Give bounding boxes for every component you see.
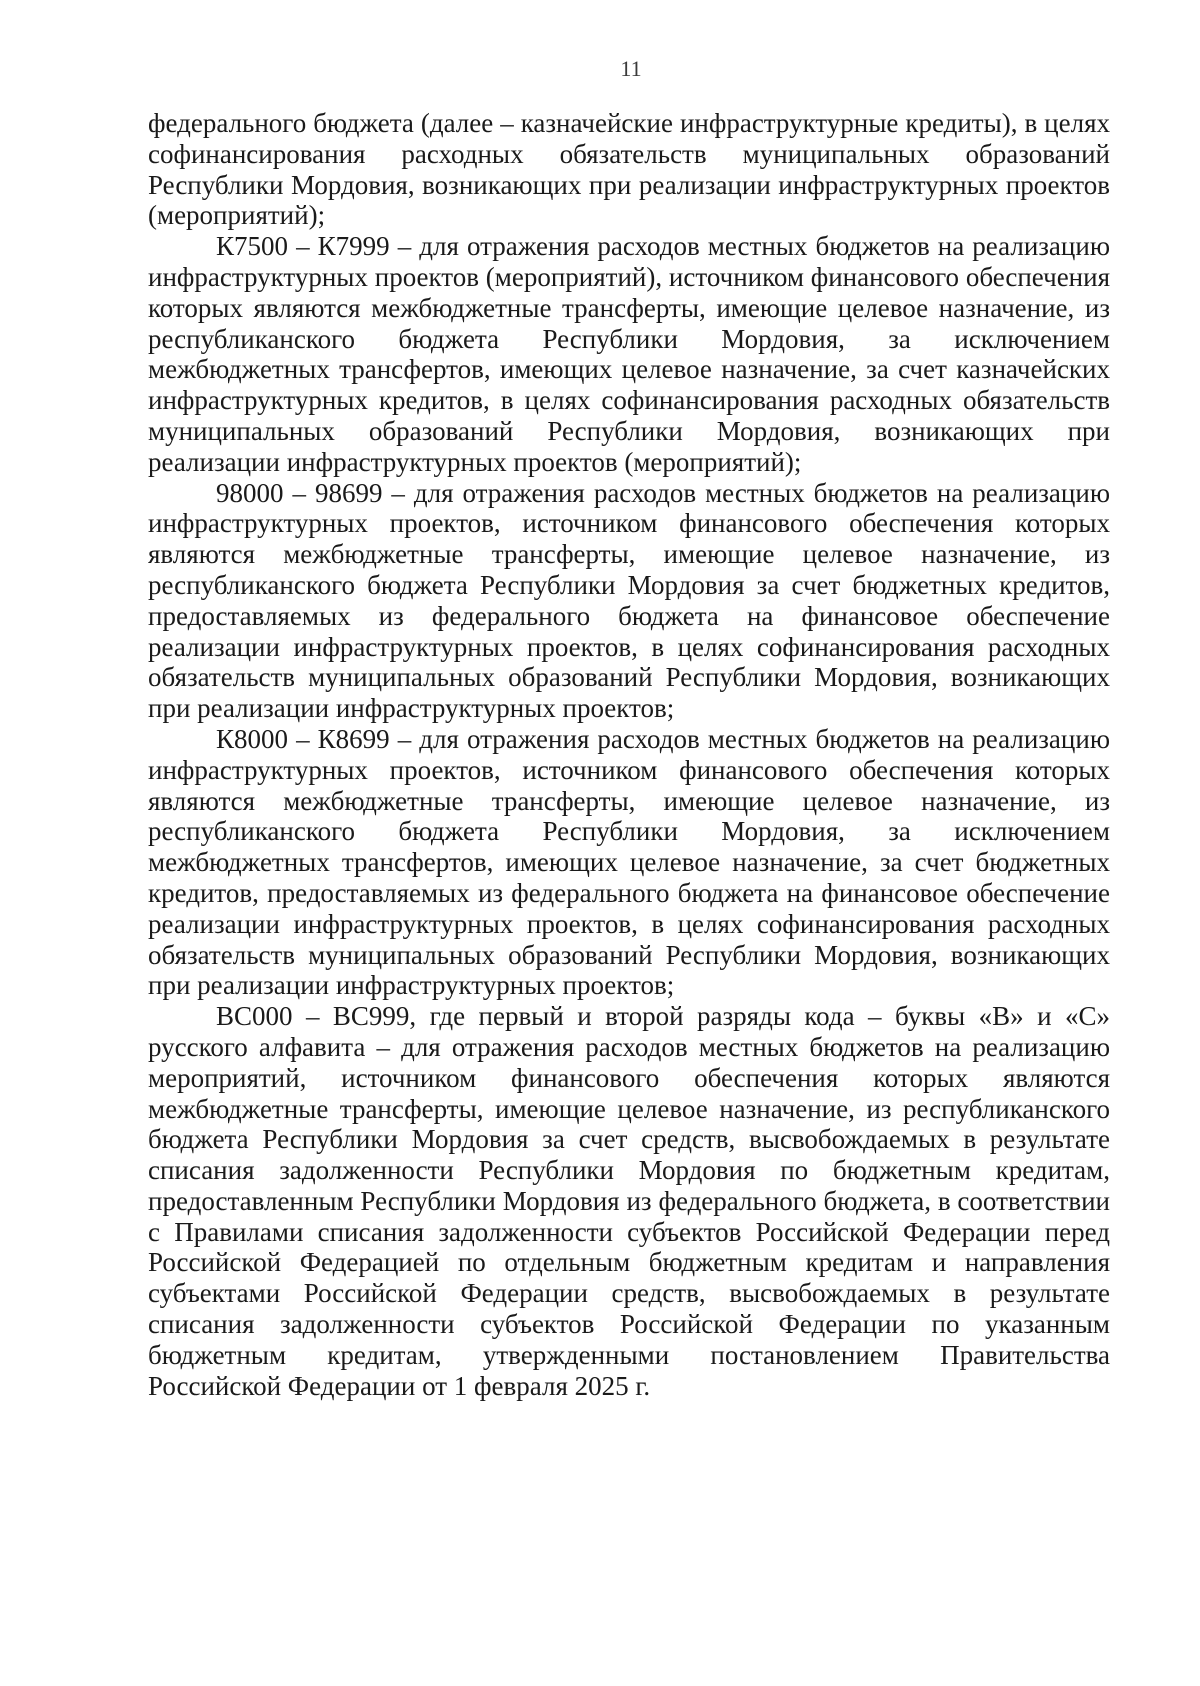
paragraph-bc000: ВС000 – ВС999, где первый и второй разряды кода – буквы «В» и «С» русского алфавита – для отражения расходов местных бюджетов на реализацию мероприятий, источником финансового обеспечения которых являются межбюджетные трансферты, имеющие целевое назначение, из республиканского бюджета Республики Мордовия за счет средств, высвобождаемых в результате списания задолженности Республики Мордовия по бюджетным кредитам, предоставленным Республики Мордовия из федерального бюджета, в соответствии с Правилами списания задолженности субъектов Российской Федерации перед Российской Федерацией по отдельным бюджетным кредитам и направления субъектами Российской Федерации средств, высвобождаемых в результате списания задолженности субъектов Российской Федерации по указанным бюджетным кредитам, утвержденными постановлением Правительства Российской Федерации от 1 февраля 2025 г.: [148, 1001, 1110, 1401]
paragraph-k7500: К7500 – К7999 – для отражения расходов местных бюджетов на реализацию инфраструктурных проектов (мероприятий), источником финансового обеспечения которых являются межбюджетные трансферты, имеющие целевое назначение, из республиканского бюджета Республики Мордовия, за исключением межбюджетных трансфертов, имеющих целевое назначение, за счет казначейских инфраструктурных кредитов, в целях софинансирования расходных обязательств муниципальных образований Республики Мордовия, возникающих при реализации инфраструктурных проектов (мероприятий);: [148, 231, 1110, 477]
paragraph-98000: 98000 – 98699 – для отражения расходов местных бюджетов на реализацию инфраструктурных проектов, источником финансового обеспечения которых являются межбюджетные трансферты, имеющие целевое назначение, из республиканского бюджета Республики Мордовия за счет бюджетных кредитов, предоставляемых из федерального бюджета на финансовое обеспечение реализации инфраструктурных проектов, в целях софинансирования расходных обязательств муниципальных образований Республики Мордовия, возникающих при реализации инфраструктурных проектов;: [148, 477, 1110, 724]
document-body: [148, 108, 1110, 1401]
page-number: 11: [620, 56, 642, 81]
paragraph-1: федерального бюджета (далее – казначейские инфраструктурные кредиты), в целях софинансирования расходных обязательств муниципальных образований Республики Мордовия, возникающих при реализации инфраструктурных проектов (мероприятий);: [148, 108, 1110, 231]
paragraph-k8000: К8000 – К8699 – для отражения расходов местных бюджетов на реализацию инфраструктурных проектов, источником финансового обеспечения которых являются межбюджетные трансферты, имеющие целевое назначение, из республиканского бюджета Республики Мордовия, за исключением межбюджетных трансфертов, имеющих целевое назначение, за счет бюджетных кредитов, предоставляемых из федерального бюджета на финансовое обеспечение реализации инфраструктурных проектов, в целях софинансирования расходных обязательств муниципальных образований Республики Мордовия, возникающих при реализации инфраструктурных проектов;: [148, 723, 1110, 1001]
